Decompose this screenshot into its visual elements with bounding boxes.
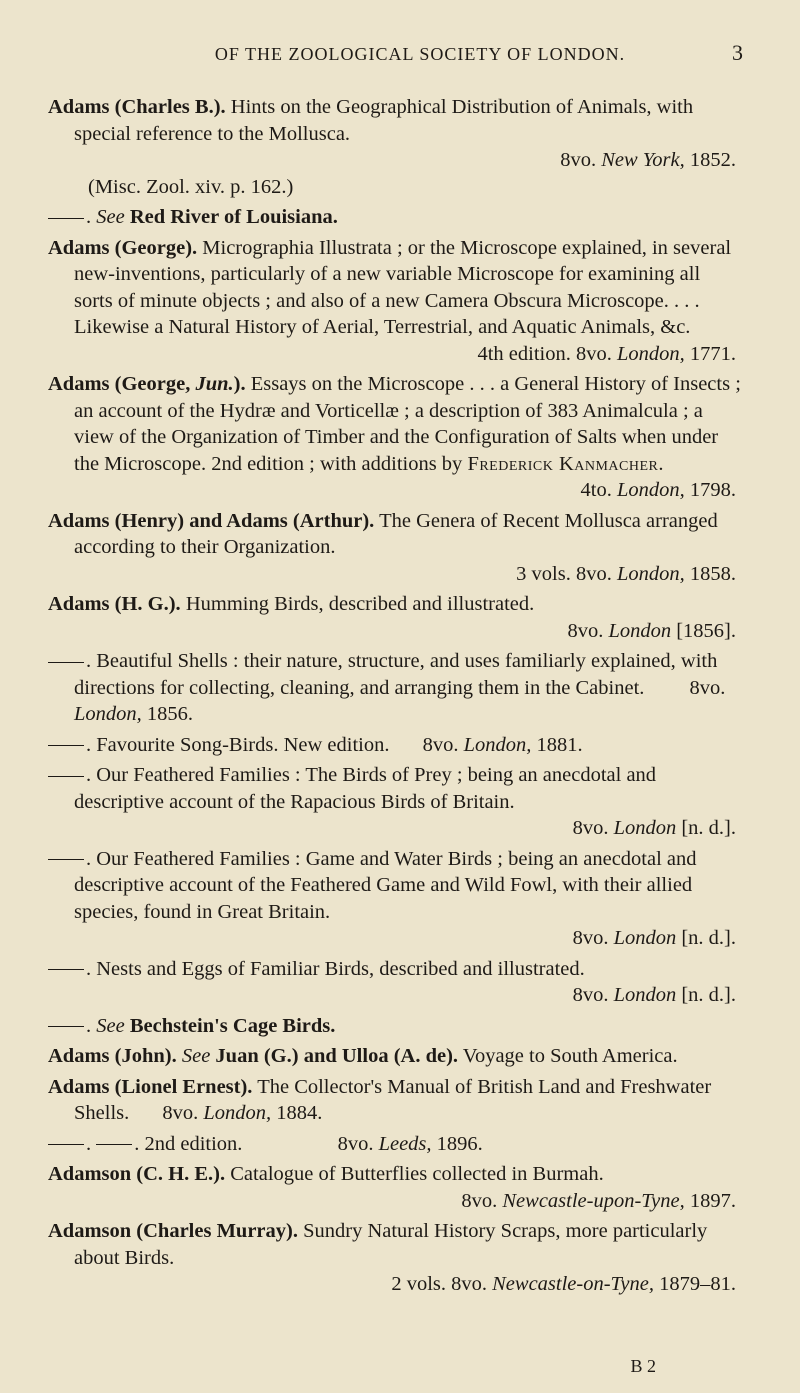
entry-title: Essays on the Microscope . . . a General History of Insects ; an account of the Hydræ and Vorticellæ ; a description of 383 Animalcula ; a view of the Organization of Timber and the Configuration of Salts when under the Microscope. 2nd edition ; with additions by [74,373,741,475]
entry-title: Hints on the Geographical Distribution of Animals, with special reference to the Mollusca. [74,96,694,145]
entry-imprint: 3 vols. 8vo. London, 1858. [516,562,736,585]
entry-editor: Frederick Kanmacher. [467,452,665,475]
entry-imprint: 8vo. New York, 1852. [560,149,736,171]
bib-entry: . Nests and Eggs of Familiar Birds, described and illustrated. 8vo. London [n. d.]. [48,956,744,1009]
entry-imprint: 8vo. London [n. d.]. [572,984,736,1006]
bib-entry: . Beautiful Shells : their nature, structure, and uses familiarly explained, with directions for collecting, cleaning, and arranging them in the Cabinet. 8vo. London, 1856. [48,648,744,728]
bib-entry: . Favourite Song-Birds. New edition. 8vo. London, 1881. [48,732,744,759]
entry-note: (Misc. Zool. xiv. p. 162.) [88,175,294,198]
bib-entry: . See Bechstein's Cage Birds. [48,1013,744,1040]
bib-entry: . Our Feathered Families : Game and Water Birds ; being an anecdotal and descriptive account of the Feathered Game and Wild Fowl, with their allied species, found in Great Britain. 8vo. London [n. d.]. [48,846,744,952]
bib-entry: . Our Feathered Families : The Birds of Prey ; being an anecdotal and descriptive account of the Rapacious Birds of Britain. 8vo. London [n. d.]. [48,762,744,842]
entry-title: Nests and Eggs of Familiar Birds, described and illustrated. [96,957,585,980]
page-number: 3 [732,40,744,65]
running-title: OF THE ZOOLOGICAL SOCIETY OF LONDON. [214,44,626,64]
bib-entry: Adams (Lionel Ernest). The Collector's Manual of British Land and Freshwater Shells. 8vo. London, 1884. [48,1075,712,1124]
entry-title: The Collector's Manual of British Land and Freshwater Shells. [74,1075,712,1124]
entry-title: Catalogue of Butterflies collected in Burmah. [225,1163,604,1185]
cross-reference: Red River of Louisiana. [129,206,338,228]
bib-entry [48,1218,744,1298]
bib-entry [48,371,744,504]
ditto-dash [48,969,84,970]
bib-entry: Adams (John). See Juan (G.) and Ulloa (A. de). Voyage to South America. [48,1045,678,1067]
bib-entry [48,1161,744,1214]
entry-imprint: 2 vols. 8vo. Newcastle-on-Tyne, 1879–81. [391,1273,736,1295]
entry-title: Our Feathered Families : The Birds of Prey ; being an anecdotal and descriptive account of the Rapacious Birds of Britain. [74,764,657,813]
ditto-dash [48,1144,84,1145]
entry-title: Humming Birds, described and illustrated. [180,593,535,615]
bib-entry [48,591,744,644]
entry-title: Favourite Song-Birds. New edition. [96,733,390,756]
bib-entry [48,94,744,200]
entry-author: Adamson (C. H. E.). [48,1163,226,1185]
entry-author: Adams (Henry) and Adams (Arthur). [48,509,375,532]
cross-reference: Bechstein's Cage Birds. [129,1014,336,1037]
entry-author: Adams (H. G.). [48,593,181,615]
ditto-dash [48,859,84,860]
bib-entry [48,508,744,588]
entry-title: 2nd edition. [144,1132,243,1155]
signature-mark: B 2 [630,1356,656,1376]
entry-title: Voyage to South America. [458,1045,678,1067]
ditto-dash [96,1144,132,1145]
cross-reference: Juan (G.) and Ulloa (A. de). [215,1045,459,1067]
entry-imprint: 8vo. Newcastle-upon-Tyne, 1897. [461,1189,736,1212]
entry-imprint: 4th edition. 8vo. London, 1771. [477,342,736,365]
entry-title: Sundry Natural History Scraps, more particularly about Birds. [74,1220,708,1269]
entry-author: Adamson (Charles Murray). [48,1220,298,1242]
entry-title: Micrographia Illustrata ; or the Microscope explained, in several new-inventions, particularly of a new variable Microscope for examining all sorts of minute objects ; and also of a new Camera Obscura Microscope. . . . Likewise a Natural History of Aerial, Terrestrial, and Aquatic Animals, &c. [74,236,732,338]
entry-author: Adams (John). [48,1045,177,1067]
bib-entry [48,235,744,368]
entry-title: The Genera of Recent Mollusca arranged according to their Organization. [74,509,718,558]
entry-title: Beautiful Shells : their nature, structure, and uses familiarly explained, with directions for collecting, cleaning, and arranging them in the Cabinet. [74,650,718,699]
ditto-dash [48,662,84,663]
entry-imprint: 8vo. London [1856]. [567,619,736,642]
bib-entry: . . 2nd edition. 8vo. Leeds, 1896. [48,1131,744,1158]
ditto-dash [48,776,84,777]
entry-imprint: 8vo. London [n. d.]. [572,817,736,839]
entry-imprint: 8vo. London [n. d.]. [572,927,736,949]
entry-author: Adams (George, Jun.). [48,373,246,395]
entry-title: Our Feathered Families : Game and Water Birds ; being an anecdotal and descriptive account of the Feathered Game and Wild Fowl, with their allied species, found in Great Britain. [74,847,697,923]
entry-imprint: 4to. London, 1798. [580,479,736,501]
entry-author: Adams (Charles B.). [48,96,226,118]
bib-entry: . See Red River of Louisiana. [48,204,744,231]
ditto-dash [48,745,84,746]
entry-author: Adams (Lionel Ernest). [48,1075,253,1098]
running-header [48,40,744,66]
ditto-dash [48,218,84,219]
ditto-dash [48,1026,84,1027]
entry-author: Adams (George). [48,236,198,259]
